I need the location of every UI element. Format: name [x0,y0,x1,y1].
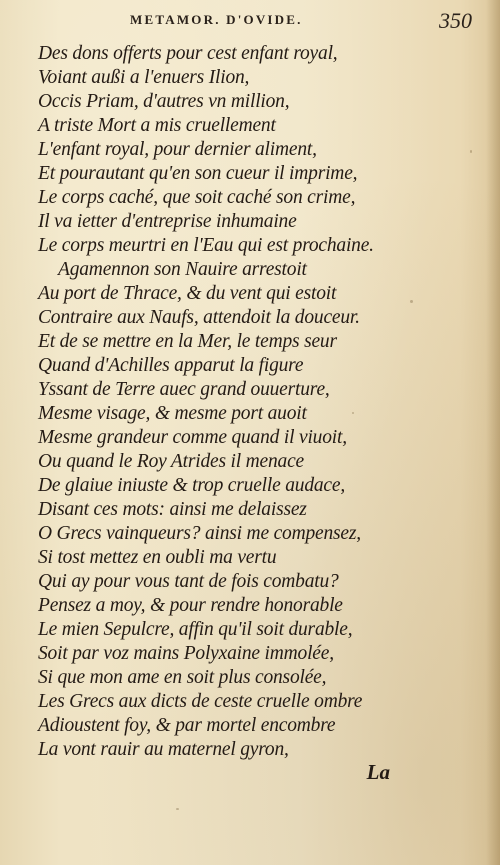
verse-line: Les Grecs aux dicts de ceste cruelle ombre [38,691,363,712]
verse-line: Mesme visage, & mesme port auoit [38,403,307,424]
verse-line: Voiant außi a l'enuers Ilion, [38,67,250,88]
verse-line: Et de se mettre en la Mer, le temps seur [38,331,337,352]
verse-line: Disant ces mots: ainsi me delaissez [38,499,307,520]
verse-line: Adioustent foy, & par mortel encombre [38,715,336,736]
verse-line: Yssant de Terre auec grand ouuerture, [38,379,330,400]
verse-line: La vont rauir au maternel gyron, [38,739,289,760]
verse-line: O Grecs vainqueurs? ainsi me compensez, [38,523,361,544]
verse-line: Si que mon ame en soit plus consolée, [38,667,327,688]
verse-line: Pensez a moy, & pour rendre honorable [38,595,343,616]
verse-line: Il va ietter d'entreprise inhumaine [38,211,297,232]
verse-line: De glaiue iniuste & trop cruelle audace, [38,475,345,496]
verse-line: L'enfant royal, pour dernier aliment, [38,139,317,160]
verse-line: Mesme grandeur comme quand il viuoit, [38,427,347,448]
verse-line: Quand d'Achilles apparut la figure [38,355,304,376]
running-head: METAMOR. D'OVIDE. [130,12,303,27]
paper-speck [176,808,179,810]
page-header [0,8,500,38]
verse-line: Le corps meurtri en l'Eau qui est prochaine. [38,235,374,256]
verse-line: Le mien Sepulcre, affin qu'il soit durable, [38,619,353,640]
verse-line: Occis Priam, d'autres vn million, [38,91,290,112]
verse-line: Le corps caché, que soit caché son crime, [38,187,356,208]
verse-line: Et pourautant qu'en son cueur il imprime, [38,163,358,184]
verse-line: A triste Mort a mis cruellement [38,115,276,136]
paper-speck [352,412,354,414]
paper-speck [470,150,472,153]
verse-line: Agamennon son Nauire arrestoit [58,259,307,280]
verse-line: Au port de Thrace, & du vent qui estoit [38,283,337,304]
verse-line: Si tost mettez en oubli ma vertu [38,547,277,568]
verse-line: Qui ay pour vous tant de fois combatu? [38,571,339,592]
catchword: La [366,760,390,784]
verse-line: Contraire aux Naufs, attendoit la douceur. [38,307,360,328]
verse-line: Des dons offerts pour cest enfant royal, [38,43,338,64]
page-gutter-shadow [486,0,500,865]
page-number: 350 [439,8,472,33]
paper-speck [410,300,413,303]
verse-line: Ou quand le Roy Atrides il menace [38,451,304,472]
verse-line: Soit par voz mains Polyxaine immolée, [38,643,334,664]
